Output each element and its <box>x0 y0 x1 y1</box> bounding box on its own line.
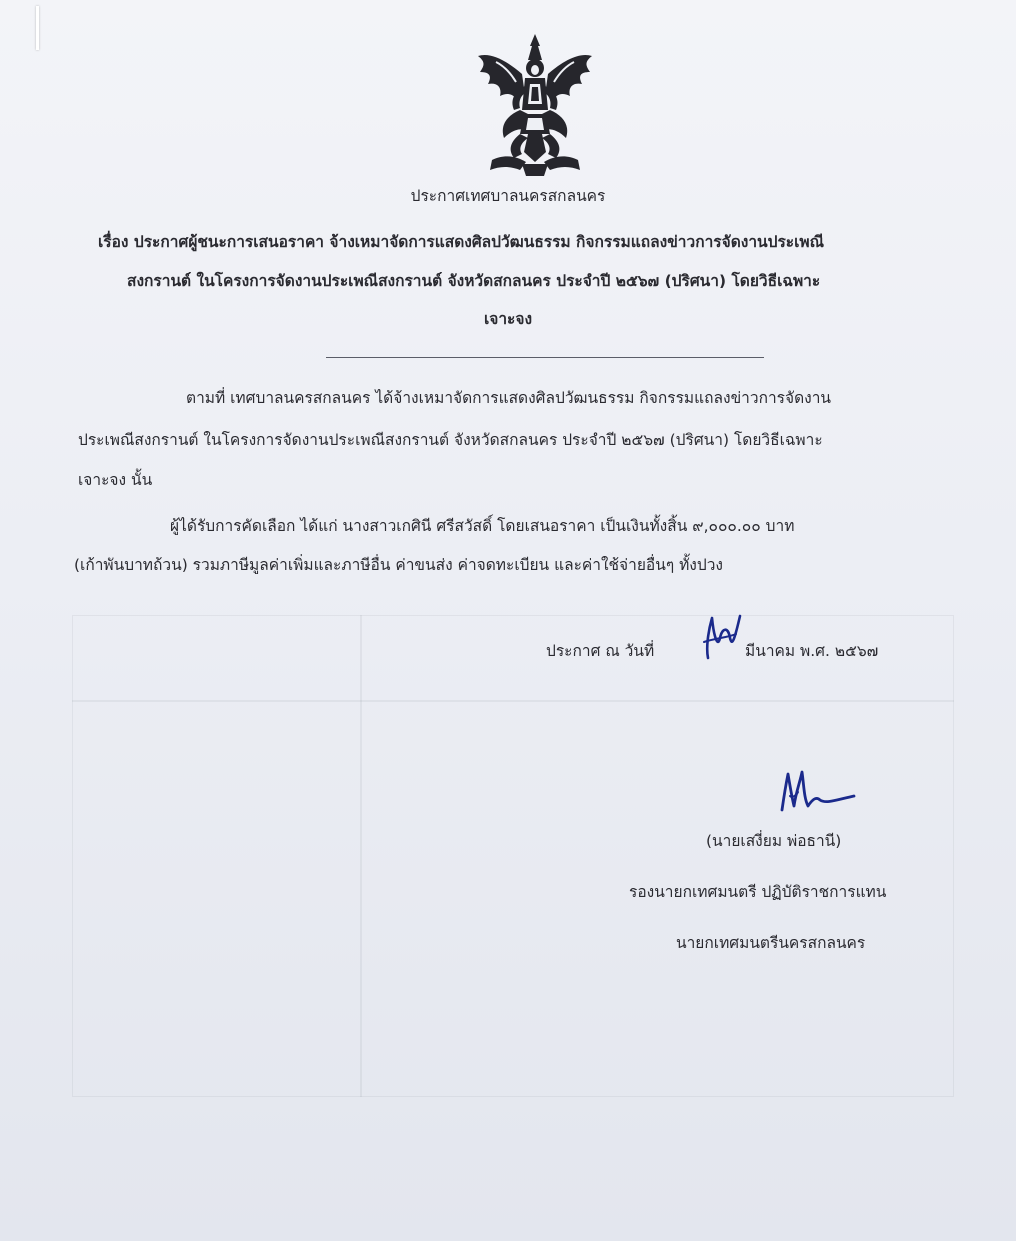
date-line-suffix: มีนาคม พ.ศ. ๒๕๖๗ <box>745 642 879 660</box>
handwritten-day-number <box>700 608 744 670</box>
header-divider <box>326 357 764 358</box>
body-paragraph-2-line-2: (เก้าพันบาทถ้วน) รวมภาษีมูลค่าเพิ่มและภาษีอื่น ค่าขนส่ง ค่าจดทะเบียน และค่าใช้จ่ายอื่นๆ ทั้งปวง <box>74 556 723 574</box>
issuer-heading: ประกาศเทศบาลนครสกลนคร <box>410 187 606 205</box>
paper-edge-mark <box>36 6 39 50</box>
body-paragraph-2-line-1: ผู้ได้รับการคัดเลือก ได้แก่ นางสาวเกศินี ศรีสวัสดิ์ โดยเสนอราคา เป็นเงินทั้งสิ้น ๙,๐๐๐.๐๐ บาท <box>170 517 795 535</box>
bleed-through-row <box>72 700 954 702</box>
bleed-through-table <box>72 615 954 1097</box>
bleed-through-column <box>360 615 362 1097</box>
signatory-title-line-2: นายกเทศมนตรีนครสกลนคร <box>676 934 866 952</box>
subject-line-1: เรื่อง ประกาศผู้ชนะการเสนอราคา จ้างเหมาจัดการแสดงศิลปวัฒนธรรม กิจกรรมแถลงข่าวการจัดงานประเพณี <box>98 233 825 251</box>
signatory-name: (นายเสงี่ยม พ่อธานี) <box>706 832 842 850</box>
date-line-prefix: ประกาศ ณ วันที่ <box>546 642 655 660</box>
body-paragraph-1-line-2: ประเพณีสงกรานต์ ในโครงการจัดงานประเพณีสงกรานต์ จังหวัดสกลนคร ประจำปี ๒๕๖๗ (ปริศนา) โดยวิธีเฉพาะ <box>78 431 823 449</box>
subject-line-3: เจาะจง <box>483 310 533 328</box>
garuda-emblem-icon <box>470 30 600 180</box>
signatory-title-line-1: รองนายกเทศมนตรี ปฏิบัติราชการแทน <box>629 883 887 901</box>
handwritten-signature <box>776 766 858 818</box>
subject-line-2: สงกรานต์ ในโครงการจัดงานประเพณีสงกรานต์ จังหวัดสกลนคร ประจำปี ๒๕๖๗ (ปริศนา) โดยวิธีเฉพาะ <box>127 272 821 290</box>
body-paragraph-1-line-3: เจาะจง นั้น <box>78 471 153 489</box>
body-paragraph-1-line-1: ตามที่ เทศบาลนครสกลนคร ได้จ้างเหมาจัดการแสดงศิลปวัฒนธรรม กิจกรรมแถลงข่าวการจัดงาน <box>186 389 831 407</box>
